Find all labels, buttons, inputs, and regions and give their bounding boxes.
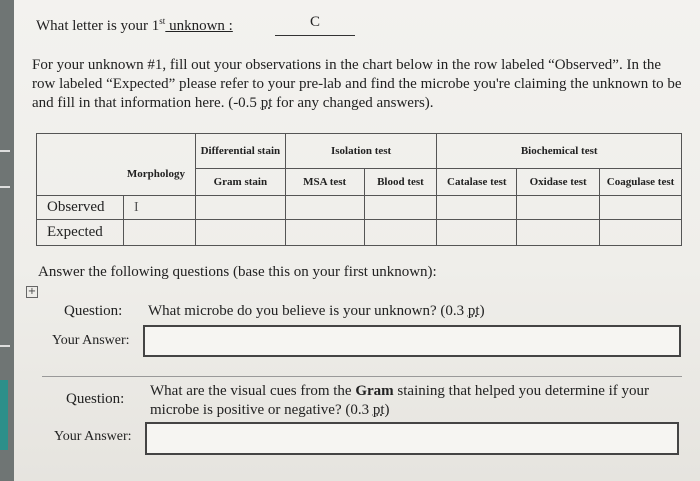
edge-mark — [0, 345, 10, 347]
questions-heading: Answer the following questions (base this on your first unknown): — [38, 264, 437, 280]
row-label-expected: Expected — [37, 220, 124, 246]
instructions-text-b: for any changed answers). — [272, 95, 434, 111]
question-2-text-b: staining that helped you determine if your microbe is positive or negative? (0.3 — [150, 383, 650, 418]
observed-catalase-cell[interactable] — [437, 196, 517, 220]
answer-2-label: Your Answer: — [54, 429, 132, 444]
observed-coagulase-cell[interactable] — [600, 196, 682, 220]
expected-coagulase-cell[interactable] — [600, 220, 682, 246]
question-1-label: Question: — [64, 303, 123, 319]
answer-1-label: Your Answer: — [52, 333, 130, 348]
morphology-header: Morphology — [126, 167, 185, 180]
observed-blood-cell[interactable] — [364, 196, 437, 220]
table-row — [37, 220, 682, 246]
row-label-observed: Observed — [37, 196, 124, 220]
morphology-header-cell — [37, 134, 196, 196]
question-1-text-a: What microbe do you believe is your unknown? (0.3 — [148, 303, 468, 319]
expected-morphology-cell[interactable] — [123, 220, 195, 246]
biochemical-header: Biochemical test — [437, 134, 682, 169]
prompt-sup: st — [159, 16, 166, 26]
question-1-text — [148, 303, 485, 320]
table-row — [37, 196, 682, 220]
edge-mark — [0, 150, 10, 152]
question-2-text — [150, 382, 670, 420]
observed-morphology-cell[interactable] — [123, 196, 195, 220]
question-2-text-a: What are the visual cues from the — [150, 383, 356, 399]
observed-gram-cell[interactable] — [195, 196, 285, 220]
unknown-letter-field[interactable]: C — [275, 14, 355, 36]
divider — [42, 376, 682, 377]
instructions — [32, 56, 682, 113]
instructions-text-a: For your unknown #1, fill out your observations in the chart below in the row labeled “Observed”. In the row labeled “Expected” please refer to your pre-lab and find the microbe you're claiming the unknown to be and fill in that information here. (-0.5 — [32, 57, 682, 111]
question-2-bold: Gram — [355, 383, 394, 399]
question-2-pt: pt — [372, 402, 385, 418]
instructions-pt: pt — [260, 95, 273, 111]
background-window-edge — [0, 0, 14, 481]
answer-1-input[interactable] — [143, 325, 681, 357]
question-2-text-c: ) — [384, 402, 390, 418]
observed-msa-cell[interactable] — [285, 196, 364, 220]
isolation-header: Isolation test — [285, 134, 437, 169]
edge-mark — [0, 186, 10, 188]
expected-msa-cell[interactable] — [285, 220, 364, 246]
expected-oxidase-cell[interactable] — [517, 220, 600, 246]
expected-gram-cell[interactable] — [195, 220, 285, 246]
observation-chart — [36, 133, 682, 246]
subheader-blood: Blood test — [364, 169, 437, 196]
differential-header: Differential stain — [195, 134, 285, 169]
expected-catalase-cell[interactable] — [437, 220, 517, 246]
prompt-text: What letter is your 1 — [36, 18, 160, 34]
subheader-catalase: Catalase test — [437, 169, 517, 196]
expected-blood-cell[interactable] — [364, 220, 437, 246]
question-1-pt: pt — [467, 303, 480, 319]
observed-oxidase-cell[interactable] — [517, 196, 600, 220]
subheader-oxidase: Oxidase test — [517, 169, 600, 196]
edge-accent — [0, 380, 8, 450]
prompt-tail: unknown : — [165, 18, 233, 34]
answer-2-input[interactable] — [145, 422, 679, 455]
text-cursor-icon: I — [133, 199, 139, 215]
question-1-text-b: ) — [479, 303, 485, 319]
question-2-label: Question: — [66, 391, 125, 407]
first-unknown-prompt — [36, 16, 233, 35]
plus-icon[interactable]: + — [27, 286, 37, 297]
subheader-coagulase: Coagulase test — [600, 169, 682, 196]
subheader-gram: Gram stain — [195, 169, 285, 196]
subheader-msa: MSA test — [285, 169, 364, 196]
